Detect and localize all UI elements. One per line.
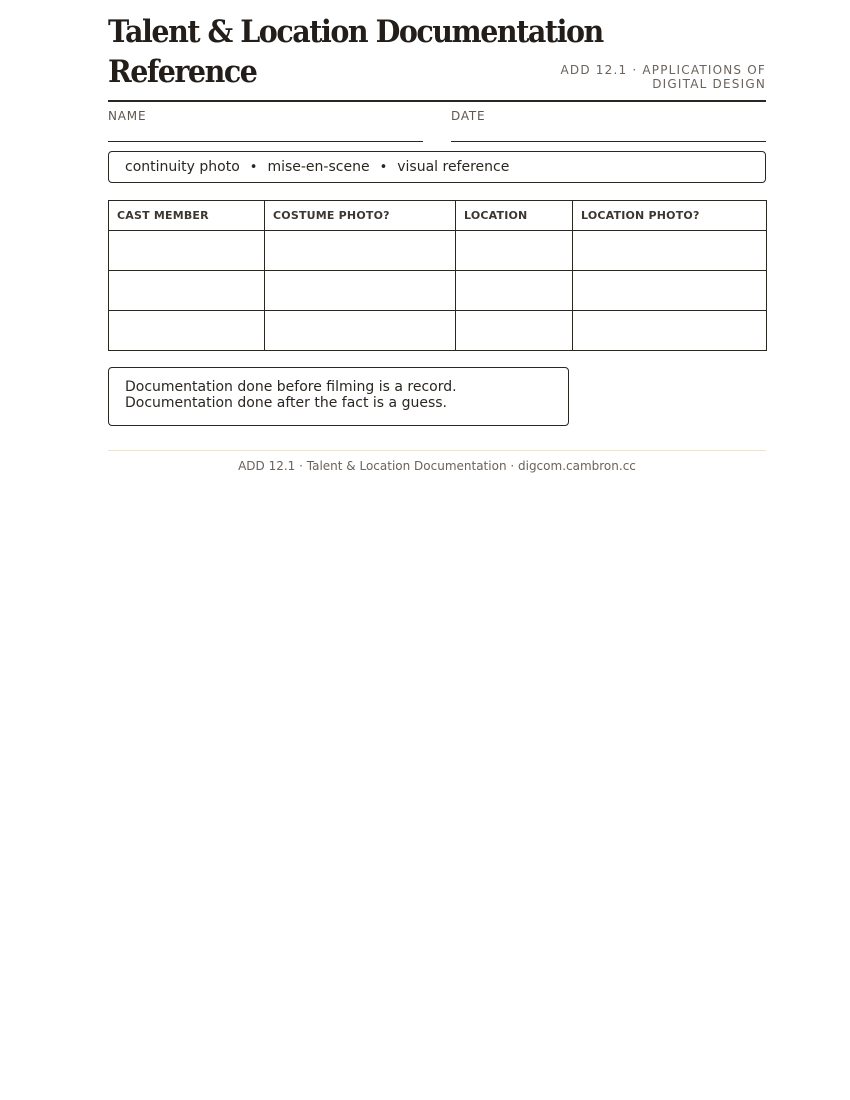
table-cell[interactable] — [265, 271, 456, 311]
student-info-fields — [108, 102, 766, 150]
table-row — [109, 311, 767, 351]
bullet-separator: • — [379, 159, 388, 175]
table-cell[interactable] — [573, 311, 767, 351]
table-row — [109, 271, 767, 311]
vocab-term: mise-en-scene — [267, 159, 370, 175]
date-field[interactable] — [451, 102, 766, 142]
vocab-term: visual reference — [397, 159, 510, 175]
table-cell[interactable] — [109, 271, 265, 311]
date-label: DATE — [451, 109, 486, 123]
vocabulary-box — [108, 151, 766, 183]
page-title — [108, 12, 603, 92]
reminder-line-1: Documentation done before filming is a record. — [125, 379, 457, 395]
table-cell[interactable] — [456, 311, 573, 351]
course-label-line-2: DIGITAL DESIGN — [652, 77, 766, 91]
course-label-line-1: ADD 12.1 · APPLICATIONS OF — [560, 63, 766, 77]
table-cell[interactable] — [573, 231, 767, 271]
column-header-location-photo: LOCATION PHOTO? — [573, 201, 767, 231]
reminder-line-2: Documentation done after the fact is a guess. — [125, 395, 447, 411]
name-label: NAME — [108, 109, 147, 123]
column-header-cast-member: CAST MEMBER — [109, 201, 265, 231]
table-cell[interactable] — [265, 231, 456, 271]
table-cell[interactable] — [456, 271, 573, 311]
column-header-location: LOCATION — [456, 201, 573, 231]
table-cell[interactable] — [456, 231, 573, 271]
table-cell[interactable] — [109, 231, 265, 271]
table-header-row — [109, 201, 767, 231]
table-cell[interactable] — [109, 311, 265, 351]
page-title-line-2: Reference — [108, 54, 257, 90]
column-header-costume-photo: COSTUME PHOTO? — [265, 201, 456, 231]
table-cell[interactable] — [265, 311, 456, 351]
page-footer — [108, 450, 766, 473]
footer-text: ADD 12.1 · Talent & Location Documentation · digcom.cambron.cc — [238, 459, 636, 473]
table-row — [109, 231, 767, 271]
name-field[interactable] — [108, 102, 423, 142]
bullet-separator: • — [249, 159, 258, 175]
reminder-note — [108, 367, 569, 426]
documentation-table — [108, 200, 767, 351]
worksheet-header — [108, 10, 766, 102]
worksheet — [108, 10, 766, 473]
vocab-term: continuity photo — [125, 159, 240, 175]
page-title-line-1: Talent & Location Documentation — [108, 14, 603, 50]
table-cell[interactable] — [573, 271, 767, 311]
course-label — [546, 63, 766, 91]
